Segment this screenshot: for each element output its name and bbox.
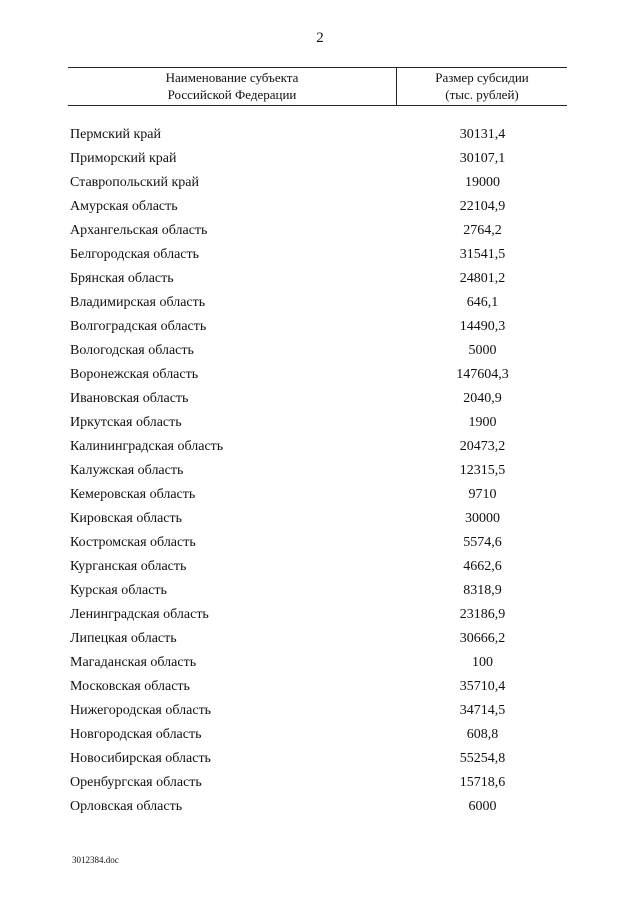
subsidy-amount: 100 bbox=[472, 655, 493, 670]
region-name: Орловская область bbox=[70, 799, 183, 814]
region-name: Калининградская область bbox=[70, 439, 224, 454]
region-name: Новосибирская область bbox=[70, 751, 211, 766]
table-row bbox=[68, 435, 567, 459]
table-row bbox=[68, 795, 567, 819]
table-row bbox=[68, 771, 567, 795]
subsidy-amount: 20473,2 bbox=[459, 439, 506, 454]
region-name: Брянская область bbox=[70, 271, 174, 286]
table-row bbox=[68, 195, 567, 219]
region-name: Ленинградская область bbox=[70, 607, 209, 622]
table-row bbox=[68, 531, 567, 555]
subsidy-amount: 23186,9 bbox=[459, 607, 506, 622]
header-amount-line1: Размер субсидии bbox=[435, 70, 529, 85]
region-name: Архангельская область bbox=[70, 223, 208, 238]
region-name: Ивановская область bbox=[70, 391, 189, 406]
region-name: Курская область bbox=[70, 583, 167, 598]
table-header bbox=[68, 67, 567, 106]
table-row bbox=[68, 291, 567, 315]
subsidy-amount: 22104,9 bbox=[459, 199, 506, 214]
table-row bbox=[68, 747, 567, 771]
subsidy-amount: 55254,8 bbox=[459, 751, 506, 766]
table-row bbox=[68, 363, 567, 387]
subsidy-amount: 6000 bbox=[468, 799, 497, 814]
header-name-line2: Российской Федерации bbox=[167, 87, 297, 102]
header-amount-line2: (тыс. рублей) bbox=[445, 87, 519, 102]
subsidy-amount: 12315,5 bbox=[459, 463, 506, 478]
table-row bbox=[68, 459, 567, 483]
region-name: Белгородская область bbox=[70, 247, 200, 262]
region-name: Курганская область bbox=[70, 559, 187, 574]
region-name: Воронежская область bbox=[70, 367, 199, 382]
region-name: Московская область bbox=[70, 679, 190, 694]
table-row bbox=[68, 339, 567, 363]
table-row bbox=[68, 123, 567, 147]
table-row bbox=[68, 555, 567, 579]
subsidy-amount: 2764,2 bbox=[463, 223, 502, 238]
region-name: Нижегородская область bbox=[70, 703, 212, 718]
table-row bbox=[68, 147, 567, 171]
table-row bbox=[68, 603, 567, 627]
table-row bbox=[68, 579, 567, 603]
region-name: Иркутская область bbox=[70, 415, 182, 430]
subsidy-amount: 1900 bbox=[468, 415, 497, 430]
subsidy-amount: 31541,5 bbox=[459, 247, 506, 262]
subsidy-amount: 24801,2 bbox=[459, 271, 506, 286]
table-row bbox=[68, 627, 567, 651]
subsidy-amount: 14490,3 bbox=[459, 319, 506, 334]
subsidy-amount: 35710,4 bbox=[459, 679, 506, 694]
region-name: Амурская область bbox=[70, 199, 178, 214]
region-name: Приморский край bbox=[70, 151, 177, 166]
header-amount-column bbox=[397, 68, 567, 105]
page-number: 2 bbox=[316, 30, 324, 46]
table-row bbox=[68, 723, 567, 747]
subsidy-amount: 4662,6 bbox=[463, 559, 502, 574]
subsidy-amount: 30131,4 bbox=[459, 127, 506, 142]
subsidy-amount: 30000 bbox=[465, 511, 500, 526]
region-name: Новгородская область bbox=[70, 727, 202, 742]
subsidy-amount: 608,8 bbox=[466, 727, 499, 742]
subsidy-amount: 5000 bbox=[468, 343, 497, 358]
region-name: Владимирская область bbox=[70, 295, 206, 310]
table-row bbox=[68, 171, 567, 195]
header-name-column bbox=[68, 68, 396, 105]
region-name: Липецкая область bbox=[70, 631, 177, 646]
subsidy-amount: 15718,6 bbox=[459, 775, 506, 790]
region-name: Кемеровская область bbox=[70, 487, 196, 502]
region-name: Волгоградская область bbox=[70, 319, 207, 334]
region-name: Ставропольский край bbox=[70, 175, 199, 190]
subsidy-amount: 5574,6 bbox=[463, 535, 502, 550]
region-name: Кировская область bbox=[70, 511, 183, 526]
table-row bbox=[68, 219, 567, 243]
region-name: Магаданская область bbox=[70, 655, 197, 670]
table-row bbox=[68, 507, 567, 531]
table-row bbox=[68, 387, 567, 411]
region-name: Костромская область bbox=[70, 535, 196, 550]
table-row bbox=[68, 699, 567, 723]
subsidy-table bbox=[68, 67, 567, 819]
subsidy-amount: 9710 bbox=[468, 487, 497, 502]
region-name: Пермский край bbox=[70, 127, 161, 142]
table-row bbox=[68, 315, 567, 339]
subsidy-amount: 30107,1 bbox=[459, 151, 506, 166]
table-row bbox=[68, 411, 567, 435]
table-row bbox=[68, 483, 567, 507]
region-name: Оренбургская область bbox=[70, 775, 202, 790]
region-name: Калужская область bbox=[70, 463, 184, 478]
subsidy-amount: 2040,9 bbox=[463, 391, 502, 406]
table-row bbox=[68, 675, 567, 699]
subsidy-amount: 19000 bbox=[465, 175, 500, 190]
subsidy-amount: 8318,9 bbox=[463, 583, 502, 598]
document-filename: 3012384.doc bbox=[72, 855, 119, 865]
subsidy-amount: 34714,5 bbox=[459, 703, 506, 718]
table-row bbox=[68, 243, 567, 267]
subsidy-amount: 646,1 bbox=[466, 295, 499, 310]
table-row bbox=[68, 267, 567, 291]
region-name: Вологодская область bbox=[70, 343, 194, 358]
subsidy-amount: 147604,3 bbox=[456, 367, 509, 382]
subsidy-amount: 30666,2 bbox=[459, 631, 506, 646]
table-body bbox=[68, 123, 567, 819]
table-row bbox=[68, 651, 567, 675]
header-name-line1: Наименование субъекта bbox=[165, 70, 299, 85]
